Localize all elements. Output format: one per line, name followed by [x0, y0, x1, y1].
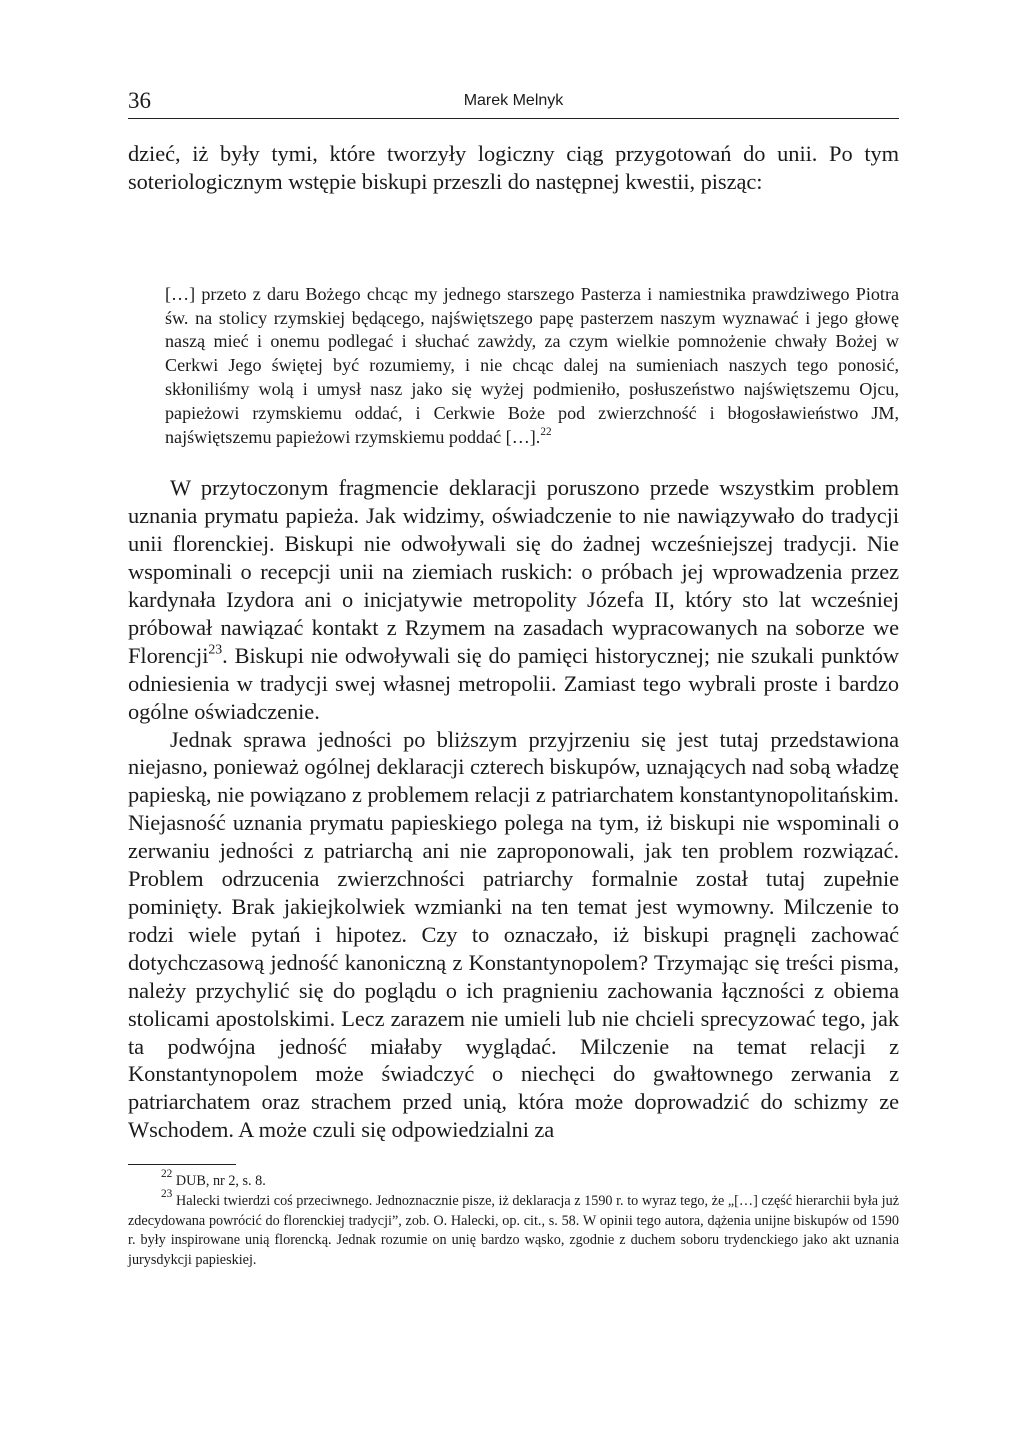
block-quote-text: […] przeto z daru Bożego chcąc my jednego starszego Pasterza i namiestnika prawdziwego Piotra św. na stolicy rzymskiej będącego, najświętszego papę pasterzem naszym wyznawać i jego głowę naszą mieć i onemu podlegać i słuchać zawżdy, za czym wielkie pomnożenie chwały Bożej w Cerkwi Jego świętej być rozumiemy, i nie chcąc dalej na sumieniach naszych tego ponosić, skłoniliśmy wolą i umysł nasz jako się wyżej podmieniło, posłuszeństwo najświętszemu Ojcu, papieżowi rzymskiemu oddać, i Cerkwie Boże pod zwierzchność i błogosławieństwo JM, najświętszemu papieżowi rzymskiemu poddać […]. [165, 283, 899, 447]
paragraph-2-part1: W przytoczonym fragmencie deklaracji poruszono przede wszystkim problem uznania prymatu papieża. Jak widzimy, oświadczenie to nie nawiązywało do tradycji unii florenckiej. Biskupi nie odwoływali się do żadnej wcześniejszej tradycji. Nie wspominali o recepcji unii na ziemiach ruskich: o próbach jej wprowadzenia przez kardynała Izydora ani o inicjatywie metropolity Józefa II, który sto lat wcześniej próbował nawiązać kontakt z Rzymem na zasadach wypracowanych na soborze we Florencji [128, 475, 899, 668]
footnote-separator [128, 1164, 236, 1165]
paragraph-2-part2: . Biskupi nie odwoływali się do pamięci historycznej; nie szukali punktów odniesienia w tradycji swej własnej metropolii. Zamiast tego wybrali proste i bardzo ogólne oświadczenie. [128, 642, 899, 724]
footnote-ref-22[interactable]: 22 [540, 425, 552, 438]
footnote-number: 22 [161, 1168, 173, 1181]
footnote-23 [128, 1187, 900, 1271]
footnote-text: DUB, nr 2, s. 8. [175, 1173, 266, 1189]
page-header [128, 88, 899, 119]
page-number: 36 [128, 88, 151, 113]
footnote-ref-23[interactable]: 23 [208, 642, 223, 658]
paragraph-intro: dzieć, iż były tymi, które tworzyły logiczny ciąg przygotowań do unii. Po tym soteriologicznym wstępie biskupi przeszli do następnej kwestii, pisząc: [128, 141, 899, 194]
paragraph-2 [128, 474, 899, 725]
footnote-22 [128, 1168, 899, 1192]
footnote-number: 23 [161, 1187, 173, 1200]
running-head: Marek Melnyk [463, 92, 564, 109]
block-quote [128, 283, 899, 450]
footnote-text: Halecki twierdzi coś przeciwnego. Jednoznacznie pisze, iż deklaracja z 1590 r. to wyraz tego, że „[…] część hierarchii była już zdecydowana powrócić do florenckiej tradycji”, zob. O. Halecki, op. cit., s. 58. W opinii tego autora, dążenia unijne biskupów od 1590 r. były inspirowane unią florencką. Jednak rozumie on unię bardzo wąsko, zgodnie z duchem soboru trydenckiego jako akt uznania jurysdykcji papieskiej. [128, 1192, 900, 1269]
footnotes [128, 1168, 900, 1271]
paragraph-3: Jednak sprawa jedności po bliższym przyjrzeniu się jest tutaj przedstawiona niejasno, ponieważ ogólnej deklaracji czterech biskupów, uznających nad sobą władzę papieską, nie powiązano z problemem relacji z patriarchatem konstantynopolitańskim. Niejasność uznania prymatu papieskiego polega na tym, iż biskupi nie wspominali o zerwaniu jedności z patriarchą ani nie zaproponowali, jak ten problem rozwiązać. Problem odrzucenia zwierzchności patriarchy formalnie został tutaj zupełnie pominięty. Brak jakiejkolwiek wzmianki na ten temat jest wymowny. Milczenie to rodzi wiele pytań i hipotez. Czy to oznaczało, iż biskupi pragnęli zachować dotychczasową jedność kanoniczną z Konstantynopolem? Trzymając się treści pisma, należy przychylić się do poglądu o ich pragnieniu zachowania łączności z obiema stolicami apostolskimi. Lecz zarazem nie umieli lub nie chcieli sprecyzować tego, jak ta podwójna jedność miałaby wyglądać. Milczenie na temat relacji z Konstantynopolem może świadczyć o niechęci do gwałtownego zerwania z patriarchatem oraz strachem przed unią, która może doprowadzić do schizmy ze Wschodem. A może czuli się odpowiedzialni za [128, 726, 899, 1143]
body-text [128, 140, 899, 1144]
